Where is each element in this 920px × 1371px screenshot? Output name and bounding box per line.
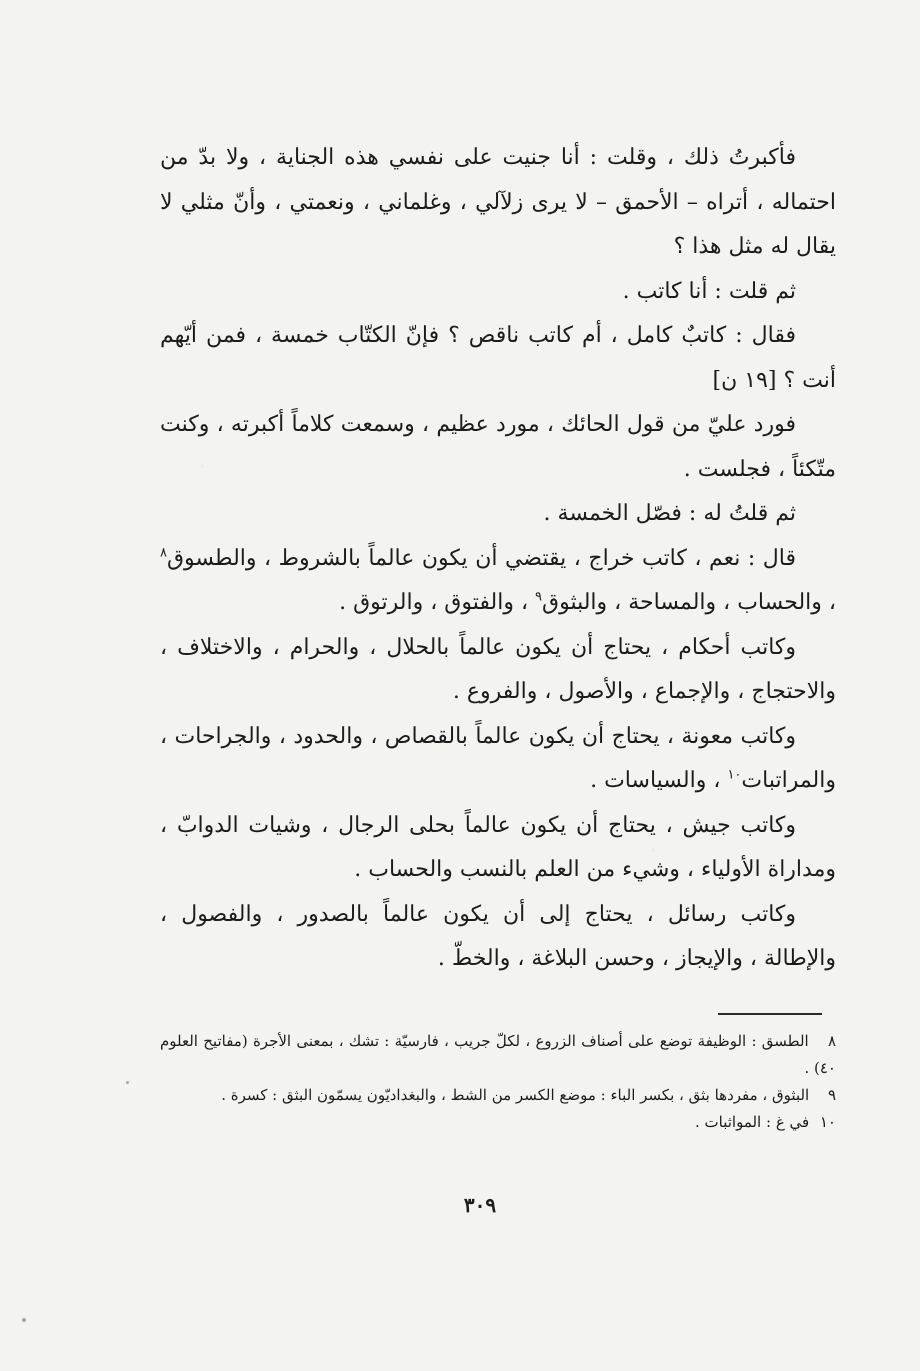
page-number: ٣٠٩ [463, 1193, 497, 1217]
scan-speck [22, 1318, 26, 1322]
paragraph-4: فورد عليّ من قول الحائك ، مورد عظيم ، وسمعت كلاماً أكبرته ، وكنت متّكئاً ، فجلست . [160, 412, 836, 482]
footnote-divider [718, 1013, 822, 1015]
paragraph-6: قال : نعم ، كاتب خراج ، يقتضي أن يكون عالماً بالشروط ، والطسوق$^٨$ ، والحساب ، والمساحة ، والبثوق$^٩$ ، والفتوق ، والرتوق . [160, 545, 836, 615]
footnote-number: ١٠ [819, 1113, 836, 1131]
paragraph-9: وكاتب جيش ، يحتاج أن يكون عالماً بحلى الرجال ، وشيات الدوابّ ، ومداراة الأولياء ، وشيء من العلم بالنسب والحساب . [160, 812, 836, 882]
footnote-8 [160, 1028, 836, 1082]
paragraph-3: فقال : كاتبٌ كامل ، أم كاتب ناقص ؟ فإنّ الكتّاب خمسة ، فمن أيّهم أنت ؟ [١٩ ن] [160, 323, 836, 393]
footnote-number: ٩ [827, 1086, 836, 1104]
paragraph-10: وكاتب رسائل ، يحتاج إلى أن يكون عالماً بالصدور ، والفصول ، والإطالة ، والإيجاز ، وحسن البلاغة ، والخطّ . [160, 901, 836, 971]
main-text [160, 136, 836, 982]
footnote-text: في غ : المواثبات . [694, 1113, 810, 1131]
paragraph-7: وكاتب أحكام ، يحتاج أن يكون عالماً بالحلال ، والحرام ، والاختلاف ، والاحتجاج ، والإجماع ، والأصول ، والفروع . [160, 634, 836, 704]
footnote-text: البثوق ، مفردها بثق ، بكسر الباء : موضع الكسر من الشط ، والبغداديّون يسمّون البثق : كسرة . [221, 1086, 810, 1104]
footnotes [160, 1028, 836, 1136]
footnote-9 [160, 1082, 836, 1109]
footnote-ref-9: ٩ [535, 589, 543, 605]
paragraph-5: ثم قلتُ له : فصّل الخمسة . [543, 501, 796, 526]
footnote-number: ٨ [827, 1032, 836, 1050]
paragraph-8: وكاتب معونة ، يحتاج أن يكون عالماً بالقصاص ، والحدود ، والجراحات ، والمراتبات$^{١٠}$ ، والسياسات . [160, 723, 836, 793]
footnote-text: الطسق : الوظيفة توضع على أصناف الزروع ، لكلّ جريب ، فارسيّة : تشك ، بمعنى الأجرة (مفاتيح العلوم ٤٠) . [160, 1032, 836, 1077]
footnote-ref-8: ٨ [160, 545, 167, 561]
paragraph-2: ثم قلت : أنا كاتب . [622, 278, 796, 304]
footnote-10 [160, 1109, 836, 1136]
footnote-ref-10: ١٠ [727, 767, 742, 783]
scan-speck [126, 1081, 129, 1084]
paragraph-1: فأكبرتُ ذلك ، وقلت : أنا جنيت على نفسي هذه الجناية ، ولا بدّ من احتماله ، أتراه – الأحمق – لا يرى زلآلي ، وغلماني ، ونعمتي ، وأنّ مثلي لا يقال له مثل هذا ؟ [160, 145, 836, 259]
